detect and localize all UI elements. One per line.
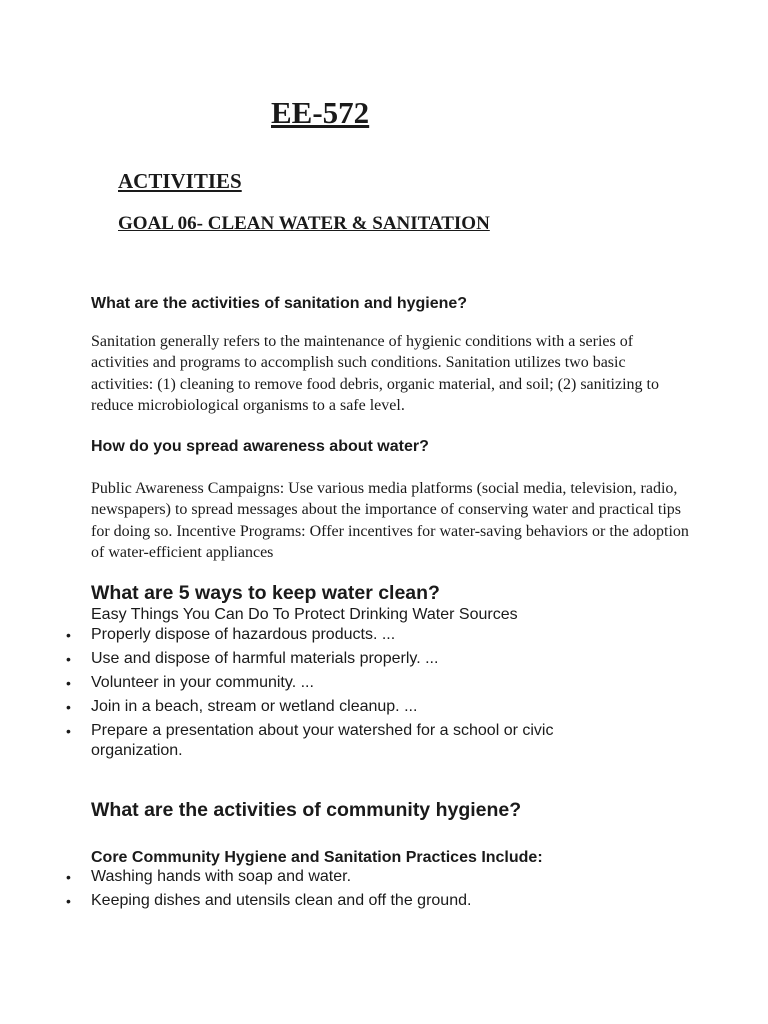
list-item: • Washing hands with soap and water.: [0, 867, 611, 887]
clean-water-list: [0, 625, 611, 765]
awareness-answer: Public Awareness Campaigns: Use various media platforms (social media, television, radio, newspapers) to spread messages about the importance of conserving water and practical tips for doing so. Incentive Programs: Offer incentives for water-saving behaviors or the adoption of water-efficient appliances: [91, 480, 689, 561]
clean-water-intro: Easy Things You Can Do To Protect Drinking Water Sources: [91, 606, 518, 623]
section-heading: ACTIVITIES: [118, 169, 242, 193]
list-item: • Join in a beach, stream or wetland cleanup. ...: [0, 697, 611, 717]
sanitation-question: What are the activities of sanitation and hygiene?: [91, 295, 468, 312]
clean-water-question: What are 5 ways to keep water clean?: [91, 582, 440, 604]
list-item: • Properly dispose of hazardous products. ...: [0, 625, 611, 645]
list-item: • Volunteer in your community. ...: [0, 673, 611, 693]
community-list: [0, 867, 611, 915]
community-question: What are the activities of community hygiene?: [91, 799, 522, 821]
course-title: EE-572: [271, 95, 370, 130]
list-item: • Keeping dishes and utensils clean and off the ground.: [0, 891, 611, 911]
list-item: • Use and dispose of harmful materials properly. ...: [0, 649, 611, 669]
goal-heading: GOAL 06- CLEAN WATER & SANITATION: [118, 213, 490, 234]
community-intro: Core Community Hygiene and Sanitation Practices Include:: [91, 849, 543, 866]
list-item: • Prepare a presentation about your watershed for a school or civic organization.: [0, 721, 611, 761]
awareness-question: How do you spread awareness about water?: [91, 438, 429, 455]
sanitation-answer: Sanitation generally refers to the maintenance of hygienic conditions with a series of activities and programs to accomplish such conditions. Sanitation utilizes two basic activities: (1) cleaning to remove food debris, organic material, and soil; (2) sanitizing to reduce microbiological organisms to a safe level.: [91, 333, 659, 414]
